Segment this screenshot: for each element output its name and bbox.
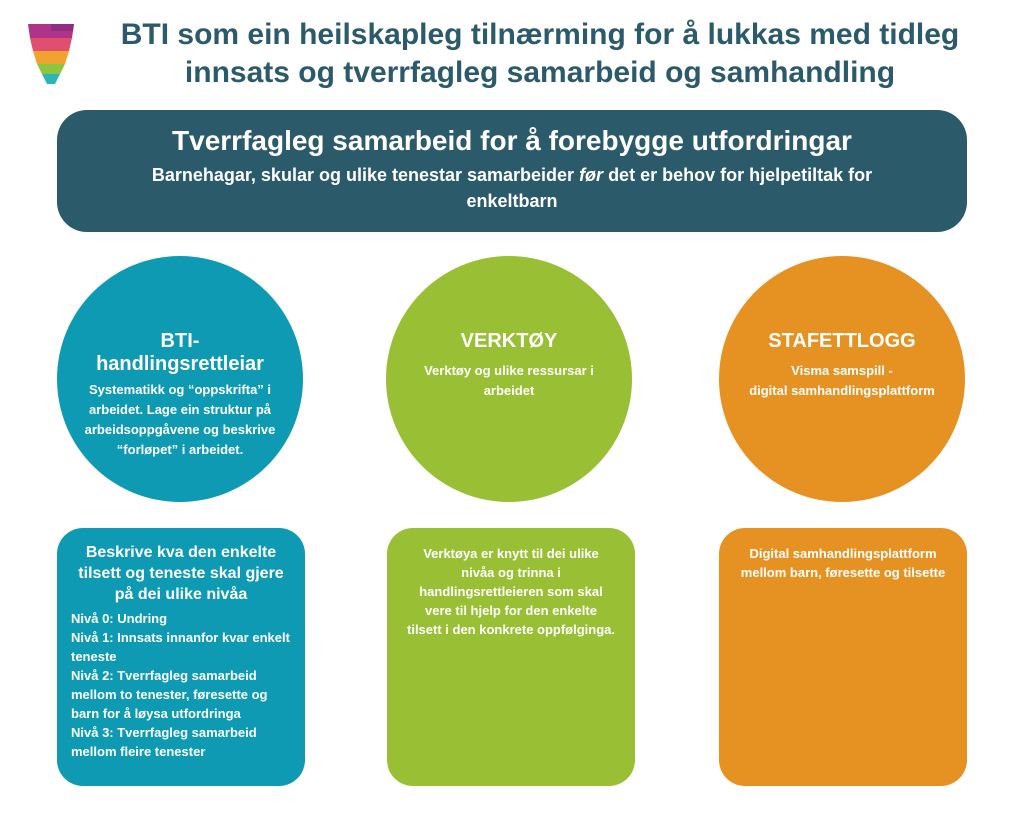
list-item: Nivå 3: Tverrfagleg samarbeid mellom fleire tenester: [71, 725, 257, 759]
banner-title: Tverrfagleg samarbeid for å forebygge utfordringar: [172, 125, 852, 156]
circle-verktoy: [386, 256, 632, 502]
circle-text-line-1: Visma samspill -: [791, 363, 893, 378]
circle-text-line-2: digital samhandlingsplattform: [749, 383, 935, 398]
card-levels: [57, 528, 305, 786]
card-platform: [719, 528, 967, 786]
collaboration-banner: [57, 110, 967, 232]
page-title-line-2: innsats og tverrfagleg samarbeid og samhandling: [184, 56, 896, 89]
card-tools: [387, 528, 635, 786]
circle-stafettlogg: [719, 256, 965, 502]
list-item: Nivå 0: Undring: [71, 611, 168, 626]
page-title-line-1: BTI som ein heilskapleg tilnærming for å lukkas med tidleg: [120, 18, 960, 51]
circle-title: BTI-handlingsrettleiar: [96, 330, 264, 375]
banner-subtitle: [137, 162, 887, 214]
card-text: Digital samhandlingsplattform mellom barn, føresette og tilsette: [740, 546, 946, 580]
circle-text: [739, 361, 945, 401]
banner-subtitle-start: Barnehagar, skular og ulike tenestar samarbeider: [151, 165, 580, 185]
circle-text: Systematikk og “oppskrifta” i arbeidet. Lage ein struktur på arbeidsoppgåvene og beskrive “forløpet” i arbeidet.: [84, 382, 276, 457]
level-list: [71, 609, 291, 761]
bti-funnel-logo-icon: [28, 24, 74, 84]
list-item: Nivå 1: Innsats innanfor kvar enkelt teneste: [71, 630, 290, 664]
banner-subtitle-end: det er behov for hjelpetiltak for enkeltbarn: [466, 165, 873, 211]
circle-text: Verktøy og ulike ressursar i arbeidet: [424, 363, 594, 398]
page-title: [80, 16, 1000, 92]
circle-handlingsrettleiar: [57, 256, 303, 502]
banner-subtitle-emphasis: før: [579, 165, 604, 185]
list-item: Nivå 2: Tverrfagleg samarbeid mellom to tenester, føresette og barn for å løysa utfordringa: [71, 668, 268, 721]
card-title: Beskrive kva den enkelte tilsett og teneste skal gjere på dei ulike nivåa: [78, 544, 284, 603]
circle-title: STAFETTLOGG: [768, 330, 916, 352]
circle-title: VERKTØY: [460, 330, 558, 352]
card-text: Verktøya er knytt til dei ulike nivåa og trinna i handlingsrettleieren som skal vere til hjelp for den enkelte tilsett i den konkrete oppfølginga.: [407, 546, 616, 637]
